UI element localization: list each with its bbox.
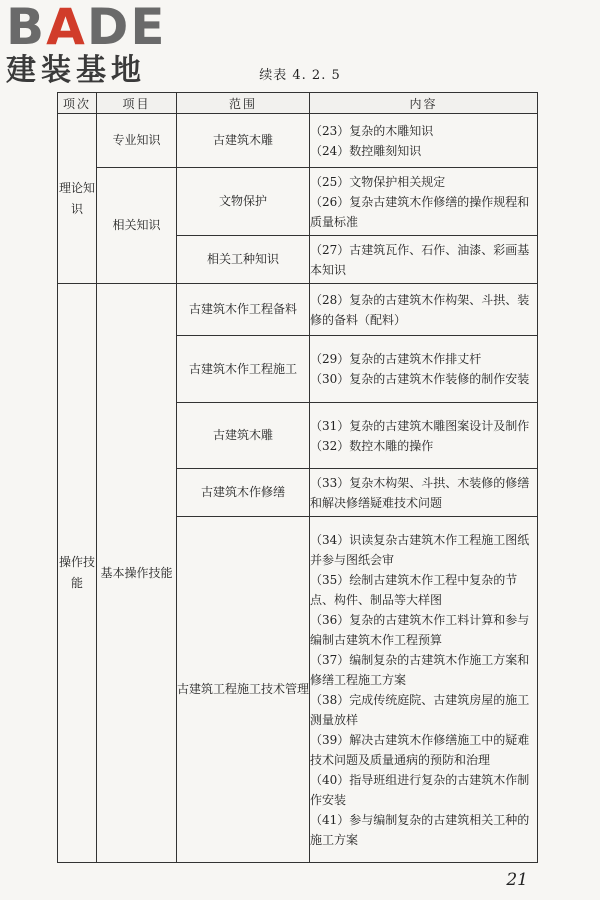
content-entry: （24）数控雕刻知识 — [310, 143, 422, 158]
logo-letter-accent: A — [46, 0, 87, 56]
content-entry: （25）文物保护相关规定 — [310, 174, 446, 189]
content-entry: （37）编制复杂的古建筑木作施工方案和修缮工程施工方案 — [310, 652, 530, 687]
content-cell — [310, 114, 538, 168]
content-entry: （23）复杂的木雕知识 — [310, 123, 434, 138]
content-cell — [310, 236, 538, 284]
content-entry: （40）指导班组进行复杂的古建筑木作制作安装 — [310, 772, 530, 807]
header-row — [58, 93, 538, 114]
category-cell: 理论知识 — [58, 114, 97, 284]
content-entry: （27）古建筑瓦作、石作、油漆、彩画基本知识 — [310, 242, 530, 277]
content-entry: （32）数控木雕的操作 — [310, 438, 434, 453]
content-cell — [310, 284, 538, 336]
logo-letters: DE — [86, 0, 167, 56]
scope-cell: 古建筑木雕 — [177, 403, 310, 469]
header-cell: 内容 — [310, 93, 538, 114]
header-cell: 项次 — [58, 93, 97, 114]
header-cell: 项目 — [97, 93, 177, 114]
scope-cell: 古建筑工程施工技术管理 — [177, 517, 310, 863]
content-entry: （31）复杂的古建筑木雕图案设计及制作 — [310, 418, 530, 433]
table-row — [58, 114, 538, 168]
content-entry: （38）完成传统庭院、古建筑房屋的施工测量放样 — [310, 692, 530, 727]
logo-wordmark — [6, 0, 176, 56]
table-row — [58, 168, 538, 236]
content-entry: （26）复杂古建筑木作修缮的操作规程和质量标准 — [310, 194, 530, 229]
item-cell: 专业知识 — [97, 114, 177, 168]
content-entry: （35）绘制古建筑木作工程中复杂的节点、构件、制品等大样图 — [310, 572, 518, 607]
header-cell: 范围 — [177, 93, 310, 114]
content-entry: （33）复杂木构架、斗拱、木装修的修缮和解决修缮疑难技术问题 — [310, 475, 530, 510]
content-cell — [310, 469, 538, 517]
page-number: 21 — [506, 870, 528, 890]
content-entry: （29）复杂的古建筑木作排丈杆 — [310, 352, 482, 366]
scope-cell: 古建筑木雕 — [177, 114, 310, 168]
table-caption: 续表 4. 2. 5 — [259, 68, 341, 83]
scope-cell: 古建筑木作修缮 — [177, 469, 310, 517]
item-cell: 基本操作技能 — [97, 284, 177, 863]
scope-cell: 文物保护 — [177, 168, 310, 236]
item-cell: 相关知识 — [97, 168, 177, 284]
content-cell — [310, 168, 538, 236]
content-cell — [310, 336, 538, 403]
scope-cell: 古建筑木作工程施工 — [177, 336, 310, 403]
content-cell — [310, 403, 538, 469]
scope-cell: 古建筑木作工程备料 — [177, 284, 310, 336]
table-row — [58, 284, 538, 336]
content-entry: （30）复杂的古建筑木作装修的制作安装 — [310, 372, 530, 386]
content-entry: （39）解决古建筑木作修缮施工中的疑难技术问题及质量通病的预防和治理 — [310, 732, 530, 767]
content-table — [57, 92, 538, 863]
category-cell: 操作技能 — [58, 284, 97, 863]
scope-cell: 相关工种知识 — [177, 236, 310, 284]
logo-letter: B — [6, 0, 47, 56]
content-entry: （36）复杂的古建筑木作工料计算和参与编制古建筑木作工程预算 — [310, 612, 530, 647]
content-entry: （41）参与编制复杂的古建筑相关工种的施工方案 — [310, 812, 530, 847]
content-entry: （34）识读复杂古建筑木作工程施工图纸并参与图纸会审 — [310, 532, 530, 567]
content-entry: （28）复杂的古建筑木作构架、斗拱、装修的备料（配料） — [310, 292, 530, 327]
content-cell — [310, 517, 538, 863]
logo-subtitle: 建装基地 — [6, 53, 146, 88]
